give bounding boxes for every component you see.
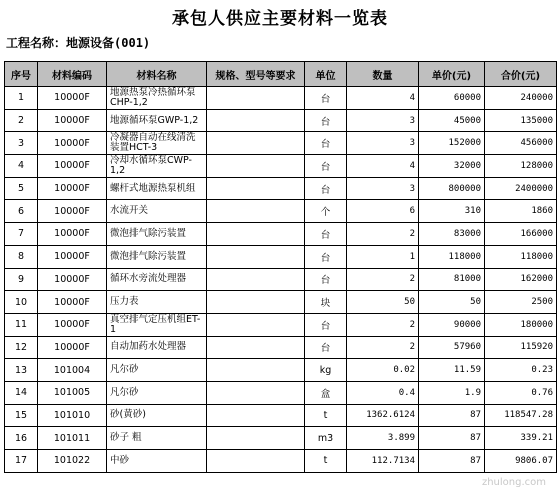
table-row — [5, 450, 557, 473]
row-no: 17 — [5, 450, 38, 473]
row-spec — [207, 404, 305, 427]
row-total: 2500 — [485, 291, 557, 314]
row-no: 9 — [5, 268, 38, 291]
row-spec — [207, 450, 305, 473]
row-unit: 台 — [305, 177, 347, 200]
row-name: 自动加药水处理器 — [107, 336, 207, 359]
row-price: 60000 — [419, 87, 485, 110]
header-no: 序号 — [5, 62, 38, 87]
row-name: 螺杆式地源热泵机组 — [107, 177, 207, 200]
row-price: 57960 — [419, 336, 485, 359]
row-qty: 112.7134 — [347, 450, 419, 473]
row-total: 2400000 — [485, 177, 557, 200]
materials-table — [4, 61, 557, 473]
row-price: 152000 — [419, 132, 485, 155]
row-spec — [207, 200, 305, 223]
row-unit: t — [305, 450, 347, 473]
row-price: 32000 — [419, 155, 485, 178]
row-no: 14 — [5, 381, 38, 404]
row-qty: 4 — [347, 155, 419, 178]
row-spec — [207, 291, 305, 314]
row-price: 83000 — [419, 223, 485, 246]
row-unit: 盒 — [305, 381, 347, 404]
row-total: 135000 — [485, 109, 557, 132]
row-price: 90000 — [419, 313, 485, 336]
row-unit: 台 — [305, 109, 347, 132]
row-unit: 台 — [305, 268, 347, 291]
row-price: 800000 — [419, 177, 485, 200]
row-unit: 块 — [305, 291, 347, 314]
row-no: 5 — [5, 177, 38, 200]
table-row — [5, 177, 557, 200]
row-no: 2 — [5, 109, 38, 132]
row-unit: 台 — [305, 336, 347, 359]
row-qty: 3 — [347, 132, 419, 155]
row-name: 微泡排气除污装置 — [107, 245, 207, 268]
row-total: 1860 — [485, 200, 557, 223]
row-total: 456000 — [485, 132, 557, 155]
table-row — [5, 359, 557, 382]
row-unit: m3 — [305, 427, 347, 450]
row-no: 10 — [5, 291, 38, 314]
document-title: 承包人供应主要材料一览表 — [172, 9, 388, 29]
row-code: 10000F — [38, 132, 107, 155]
row-code: 10000F — [38, 223, 107, 246]
row-qty: 2 — [347, 268, 419, 291]
row-name: 凡尔砂 — [107, 381, 207, 404]
row-spec — [207, 177, 305, 200]
row-name: 砂(黄砂) — [107, 404, 207, 427]
table-row — [5, 132, 557, 155]
row-code: 10000F — [38, 177, 107, 200]
row-name: 压力表 — [107, 291, 207, 314]
row-code: 10000F — [38, 200, 107, 223]
row-name: 地源热泵冷热循环泵CHP-1,2 — [107, 87, 207, 110]
row-total: 0.23 — [485, 359, 557, 382]
row-total: 0.76 — [485, 381, 557, 404]
header-price: 单价(元) — [419, 62, 485, 87]
table-row — [5, 155, 557, 178]
row-unit: 台 — [305, 155, 347, 178]
row-code: 10000F — [38, 109, 107, 132]
table-row — [5, 427, 557, 450]
row-name: 循环水旁流处理器 — [107, 268, 207, 291]
table-row — [5, 404, 557, 427]
table-row — [5, 381, 557, 404]
row-price: 81000 — [419, 268, 485, 291]
header-total: 合价(元) — [485, 62, 557, 87]
row-no: 16 — [5, 427, 38, 450]
row-no: 13 — [5, 359, 38, 382]
row-code: 101022 — [38, 450, 107, 473]
watermark: zhulong.com — [481, 477, 546, 488]
row-spec — [207, 245, 305, 268]
table-row — [5, 223, 557, 246]
row-name: 微泡排气除污装置 — [107, 223, 207, 246]
row-qty: 3.899 — [347, 427, 419, 450]
row-total: 162000 — [485, 268, 557, 291]
row-spec — [207, 223, 305, 246]
header-qty: 数量 — [347, 62, 419, 87]
row-price: 50 — [419, 291, 485, 314]
row-qty: 4 — [347, 87, 419, 110]
row-spec — [207, 336, 305, 359]
row-name: 冷凝器自动在线清洗装置HCT-3 — [107, 132, 207, 155]
row-code: 10000F — [38, 268, 107, 291]
table-row — [5, 336, 557, 359]
row-price: 87 — [419, 404, 485, 427]
row-name: 中砂 — [107, 450, 207, 473]
row-total: 128000 — [485, 155, 557, 178]
row-qty: 1 — [347, 245, 419, 268]
row-spec — [207, 313, 305, 336]
row-spec — [207, 268, 305, 291]
row-no: 11 — [5, 313, 38, 336]
row-spec — [207, 155, 305, 178]
row-unit: 台 — [305, 313, 347, 336]
row-no: 3 — [5, 132, 38, 155]
header-code: 材料编码 — [38, 62, 107, 87]
row-qty: 0.4 — [347, 381, 419, 404]
row-unit: 台 — [305, 245, 347, 268]
table-row — [5, 268, 557, 291]
row-name: 冷却水循环泵CWP-1,2 — [107, 155, 207, 178]
table-row — [5, 87, 557, 110]
row-qty: 2 — [347, 313, 419, 336]
row-spec — [207, 109, 305, 132]
row-code: 10000F — [38, 291, 107, 314]
row-code: 10000F — [38, 155, 107, 178]
row-price: 87 — [419, 427, 485, 450]
row-no: 7 — [5, 223, 38, 246]
row-code: 10000F — [38, 336, 107, 359]
row-qty: 6 — [347, 200, 419, 223]
row-total: 180000 — [485, 313, 557, 336]
row-qty: 2 — [347, 223, 419, 246]
row-price: 87 — [419, 450, 485, 473]
row-code: 101010 — [38, 404, 107, 427]
row-spec — [207, 132, 305, 155]
project-label: 工程名称： — [6, 36, 67, 50]
row-total: 9806.07 — [485, 450, 557, 473]
row-no: 12 — [5, 336, 38, 359]
row-spec — [207, 381, 305, 404]
row-qty: 2 — [347, 336, 419, 359]
row-unit: 个 — [305, 200, 347, 223]
row-name: 凡尔砂 — [107, 359, 207, 382]
row-total: 240000 — [485, 87, 557, 110]
table-row — [5, 200, 557, 223]
row-code: 101005 — [38, 381, 107, 404]
row-code: 101004 — [38, 359, 107, 382]
row-unit: 台 — [305, 223, 347, 246]
row-price: 45000 — [419, 109, 485, 132]
row-no: 15 — [5, 404, 38, 427]
row-total: 115920 — [485, 336, 557, 359]
row-price: 11.59 — [419, 359, 485, 382]
header-spec: 规格、型号等要求 — [207, 62, 305, 87]
row-unit: 台 — [305, 132, 347, 155]
row-price: 1.9 — [419, 381, 485, 404]
header-name: 材料名称 — [107, 62, 207, 87]
row-unit: 台 — [305, 87, 347, 110]
row-total: 118000 — [485, 245, 557, 268]
row-qty: 50 — [347, 291, 419, 314]
row-qty: 0.02 — [347, 359, 419, 382]
table-header-row — [5, 62, 557, 87]
table-row — [5, 313, 557, 336]
row-qty: 3 — [347, 109, 419, 132]
row-no: 8 — [5, 245, 38, 268]
row-unit: kg — [305, 359, 347, 382]
row-code: 10000F — [38, 87, 107, 110]
project-name — [6, 34, 150, 51]
row-price: 310 — [419, 200, 485, 223]
row-no: 1 — [5, 87, 38, 110]
row-spec — [207, 87, 305, 110]
row-name: 地源循环泵GWP-1,2 — [107, 109, 207, 132]
row-code: 101011 — [38, 427, 107, 450]
row-total: 166000 — [485, 223, 557, 246]
row-unit: t — [305, 404, 347, 427]
row-code: 10000F — [38, 313, 107, 336]
row-code: 10000F — [38, 245, 107, 268]
header-unit: 单位 — [305, 62, 347, 87]
row-total: 339.21 — [485, 427, 557, 450]
row-name: 水流开关 — [107, 200, 207, 223]
table-row — [5, 109, 557, 132]
row-no: 4 — [5, 155, 38, 178]
row-no: 6 — [5, 200, 38, 223]
row-spec — [207, 427, 305, 450]
row-name: 真空排气定压机组ET-1 — [107, 313, 207, 336]
row-qty: 3 — [347, 177, 419, 200]
row-qty: 1362.6124 — [347, 404, 419, 427]
row-price: 118000 — [419, 245, 485, 268]
table-row — [5, 245, 557, 268]
row-name: 砂子 粗 — [107, 427, 207, 450]
table-row — [5, 291, 557, 314]
row-spec — [207, 359, 305, 382]
row-total: 118547.28 — [485, 404, 557, 427]
project-value: 地源设备(001) — [66, 36, 151, 50]
